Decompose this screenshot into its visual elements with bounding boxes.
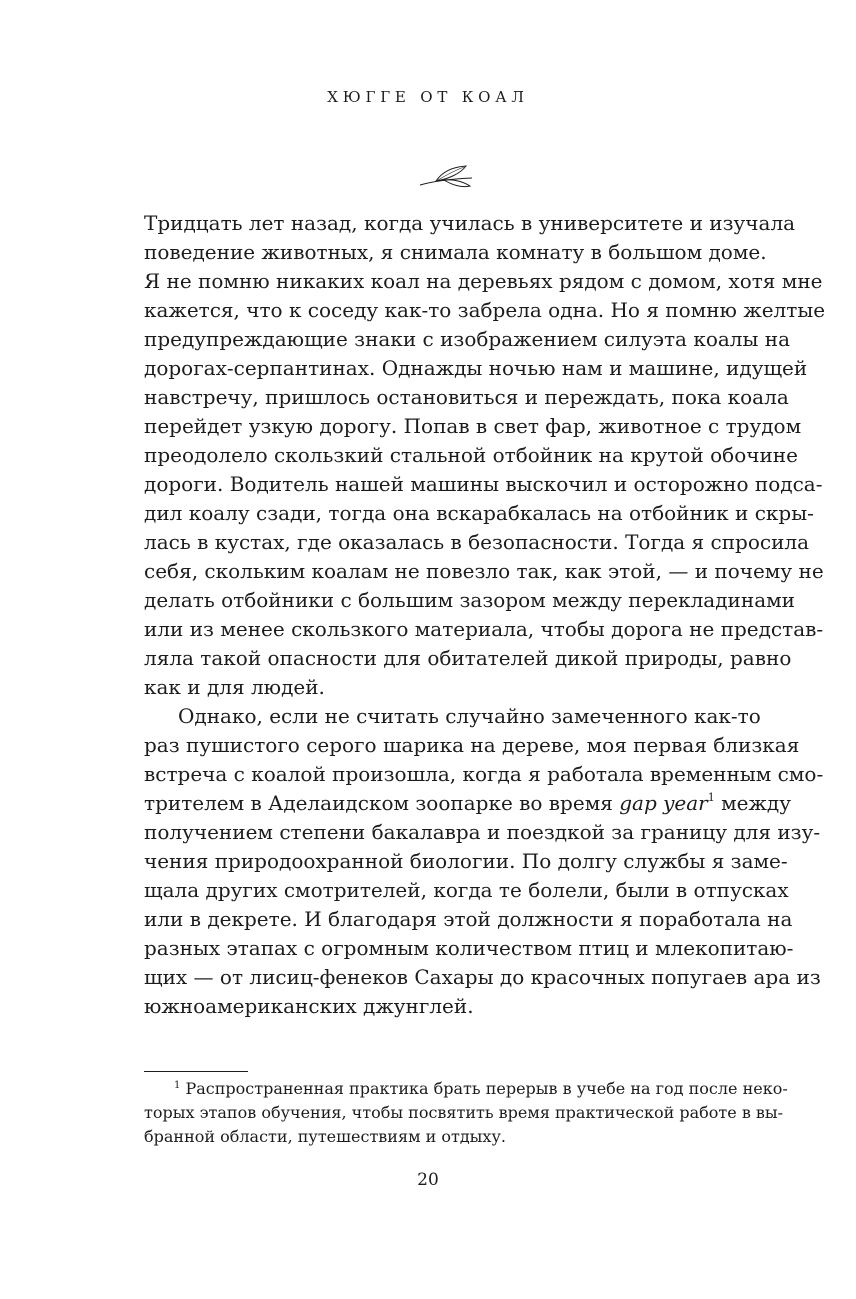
- main-text: [144, 209, 826, 1021]
- page-number: 20: [417, 1170, 439, 1190]
- gap-year-term: gap year: [619, 791, 708, 815]
- text-line: лась в кустах, где оказалась в безопасности. Тогда я спросила: [144, 530, 810, 554]
- text-run: между: [714, 791, 791, 815]
- text-line: получением степени бакалавра и поездкой за границу для изу-: [144, 820, 821, 844]
- text-line: или в декрете. И благодаря этой должности я поработала на: [144, 907, 793, 931]
- text-line: Тридцать лет назад, когда училась в университете и изучала: [144, 211, 796, 235]
- text-line: щих — от лисиц-фенеков Сахары до красочных попугаев ара из: [144, 965, 821, 989]
- text-line: или из менее скользкого материала, чтобы дорога не представ-: [144, 617, 824, 641]
- text-line: предупреждающие знаки с изображением силуэта коалы на: [144, 327, 791, 351]
- text-line: как и для людей.: [144, 675, 325, 699]
- text-line: поведение животных, я снимала комнату в большом доме.: [144, 240, 767, 264]
- text-line: щала других смотрителей, когда те болели, были в отпусках: [144, 878, 789, 902]
- text-line: чения природоохранной биологии. По долгу службы я заме-: [144, 849, 788, 873]
- text-line: преодолело скользкий стальной отбойник на крутой обочине: [144, 443, 798, 467]
- text-line: южноамериканских джунглей.: [144, 994, 474, 1018]
- text-line: дил коалу сзади, тогда она вскарабкалась на отбойник и скры-: [144, 501, 814, 525]
- leaf-ornament-icon: [418, 164, 474, 190]
- text-line: дорогах-серпантинах. Однажды ночью нам и машине, идущей: [144, 356, 808, 380]
- footnote-line: бранной области, путешествиям и отдыху.: [144, 1127, 506, 1146]
- text-line: перейдет узкую дорогу. Попав в свет фар, животное с трудом: [144, 414, 802, 438]
- text-line: делать отбойники с большим зазором между перекладинами: [144, 588, 796, 612]
- text-line: встреча с коалой произошла, когда я работала временным смо-: [144, 762, 824, 786]
- footnote-line: торых этапов обучения, чтобы посвятить время практической работе в вы-: [144, 1103, 784, 1122]
- footnote-reference[interactable]: 1: [707, 791, 715, 804]
- running-title: ХЮГГЕ ОТ КОАЛ: [327, 88, 529, 106]
- text-run: трителем в Аделаидском зоопарке во время: [144, 791, 620, 815]
- footnote-line: [144, 1077, 788, 1101]
- text-line: ляла такой опасности для обитателей дикой природы, равно: [144, 646, 792, 670]
- text-line: Я не помню никаких коал на деревьях рядом с домом, хотя мне: [144, 269, 823, 293]
- paragraph-1: [144, 209, 826, 702]
- text-line: Однако, если не считать случайно замеченного как-то: [178, 704, 761, 728]
- footnote: [144, 1077, 788, 1149]
- text-line: разных этапах с огромным количеством птиц и млекопитаю-: [144, 936, 794, 960]
- text-line: дороги. Водитель нашей машины выскочил и осторожно подса-: [144, 472, 823, 496]
- footnote-text: Распространенная практика брать перерыв в учебе на год после неко-: [185, 1079, 788, 1098]
- text-line: навстречу, пришлось остановиться и переждать, пока коала: [144, 385, 789, 409]
- paragraph-2: [144, 702, 824, 1021]
- text-line: кажется, что к соседу как-то забрела одна. Но я помню желтые: [144, 298, 826, 322]
- text-line: [144, 789, 791, 818]
- text-line: себя, скольким коалам не повезло так, как этой, — и почему не: [144, 559, 824, 583]
- text-line: раз пушистого серого шарика на дереве, моя первая близкая: [144, 733, 800, 757]
- footnote-rule: [144, 1071, 248, 1072]
- footnote-number: 1: [174, 1080, 181, 1091]
